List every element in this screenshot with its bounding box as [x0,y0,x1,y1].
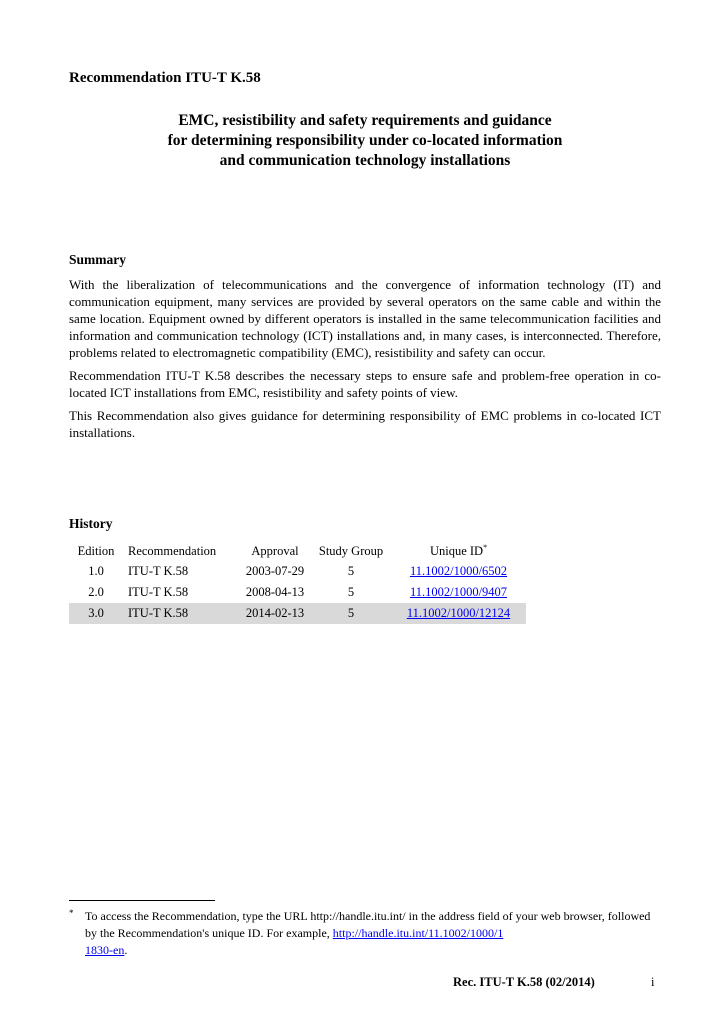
unique-id-link[interactable]: 11.1002/1000/6502 [409,564,508,578]
col-recommendation: Recommendation [128,543,217,558]
page-number: i [651,975,655,989]
summary-paragraph: With the liberalization of telecommunications and the convergence of information technology (IT) and communication equipment, many services are provided by several operators on the same cable and within the same location. Equipment owned by different operators is installed in the same telecommunication facilities and information and communication technology (ICT) installations and, in many cases, is interconnected. Therefore, problems related to electromagnetic compatibility (EMC), resistibility and safety can occur. [69,277,661,360]
cell-edition: 3.0 [69,603,123,624]
title-line: EMC, resistibility and safety requirements and guidance [178,112,552,129]
summary-heading: Summary [69,252,126,267]
col-approval: Approval [251,543,299,558]
footnote-tail: . [124,943,128,957]
col-unique-id [391,541,526,561]
cell-edition: 2.0 [88,585,104,599]
footnote-link-part: 1830-en [85,943,125,957]
cell-recommendation: ITU-T K.58 [128,585,189,599]
col-study-group: Study Group [318,543,384,558]
history-heading: History [69,516,113,531]
history-header-row [69,541,526,561]
footnote-mark: * [69,908,74,918]
table-row [69,603,526,624]
col-unique-id-label: Unique ID [429,544,484,559]
cell-study-group: 5 [347,564,355,578]
table-row [69,561,526,582]
table-row [69,582,526,603]
cell-recommendation: ITU-T K.58 [123,603,239,624]
unique-id-link[interactable]: 11.1002/1000/12124 [406,606,511,620]
recommendation-heading: Recommendation ITU-T K.58 [69,70,261,86]
footnote-text-block [69,908,659,959]
title-line: and communication technology installations [219,152,511,169]
cell-edition: 1.0 [88,564,104,578]
cell-approval: 2003-07-29 [245,564,305,578]
summary-body [69,276,661,447]
history-table [69,541,526,624]
col-edition: Edition [77,543,115,558]
cell-approval: 2014-02-13 [239,603,311,624]
document-title [69,111,661,171]
cell-recommendation: ITU-T K.58 [128,564,189,578]
summary-paragraph: This Recommendation also gives guidance for determining responsibility of EMC problems in co-located ICT installations. [69,408,661,440]
summary-paragraph: Recommendation ITU-T K.58 describes the necessary steps to ensure safe and problem-free operation in co-located ICT installations from EMC, resistibility and safety points of view. [69,368,661,400]
unique-id-link[interactable]: 11.1002/1000/9407 [409,585,508,599]
footer-reference: Rec. ITU-T K.58 (02/2014) [453,975,595,989]
footnote-text: To access the Recommendation, type the URL http://handle.itu.int/ in the address field of your web browser, followed by the Recommendation's unique ID. For example, [85,909,651,940]
footnote-link-part: http://handle.itu.int/11.1002/1000/1 [332,926,504,940]
title-line: for determining responsibility under co-located information [167,132,563,149]
footnote [69,908,659,959]
footnote-divider [69,900,215,901]
cell-approval: 2008-04-13 [245,585,305,599]
cell-study-group: 5 [347,585,355,599]
footnote-mark: * [483,542,488,552]
cell-study-group: 5 [311,603,391,624]
